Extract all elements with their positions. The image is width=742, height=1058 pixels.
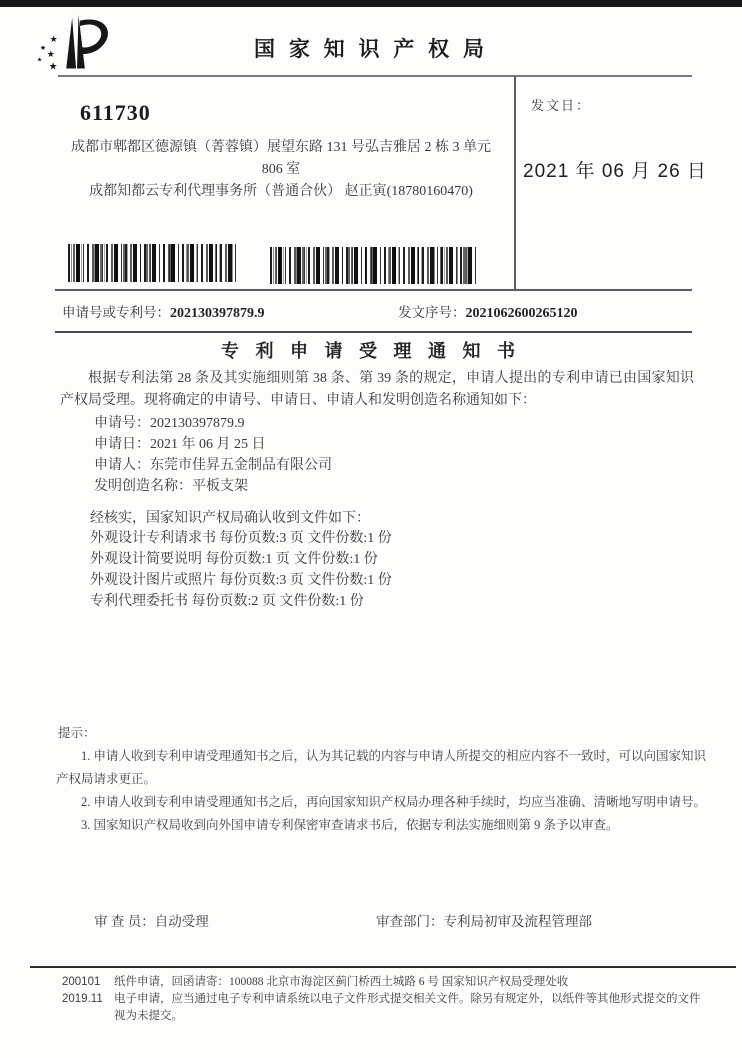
svg-text:★: ★ <box>46 48 55 59</box>
issue-date-value: 2021 年 06 月 26 日 <box>523 161 707 182</box>
recipient-address <box>60 137 502 181</box>
tip-item-3: 3. 国家知识产权局收到向外国申请专利保密审查请求书后，依据专利法实施细则第 9 条予以审查。 <box>81 818 619 832</box>
notice-title: 专 利 申 请 受 理 通 知 书 <box>221 341 521 361</box>
examiner-label: 审 查 员： <box>94 914 155 929</box>
field-value: 平板支架 <box>192 479 248 494</box>
scan-edge-artifact <box>0 0 742 7</box>
field-label: 申请日： <box>94 437 150 452</box>
footer-instructions <box>114 974 708 1025</box>
examiner-value: 自动受理 <box>154 914 209 929</box>
tip-item-2: 2. 申请人收到专利申请受理通知书之后，再向国家知识产权局办理各种手续时，均应当准确、清晰地写明申请号。 <box>81 795 707 809</box>
field-value: 2021 年 06 月 25 日 <box>150 437 266 452</box>
received-documents-list <box>90 528 392 612</box>
notice-intro-paragraph: 根据专利法第 28 条及其实施细则第 38 条、第 39 条的规定，申请人提出的专利申请已由国家知识产权局受理。现将确定的申请号、申请日、申请人和发明创造名称通知如下： <box>60 371 694 408</box>
field-label: 发明创造名称： <box>94 479 192 494</box>
serial-number-row <box>398 301 578 322</box>
tip-item-1: 1. 申请人收到专利申请受理通知书之后，认为其记载的内容与申请人所提交的相应内容不一致时，可以向国家知识产权局请求更正。 <box>56 749 707 786</box>
org-title: 国 家 知 识 产 权 局 <box>253 38 488 61</box>
document-item: 外观设计专利请求书 每份页数:3 页 文件份数:1 份 <box>90 531 392 546</box>
svg-text:★: ★ <box>39 44 46 52</box>
field-application-date <box>94 434 332 455</box>
footer-code-1: 200101 <box>62 976 101 988</box>
application-number-label: 申请号或专利号： <box>62 305 170 320</box>
department-label: 审查部门： <box>376 914 444 929</box>
divider-below-meta <box>55 331 692 333</box>
document-item: 外观设计简要说明 每份页数:1 页 文件份数:1 份 <box>90 552 378 567</box>
issue-date-label: 发文日： <box>531 98 592 113</box>
field-label: 申请号： <box>94 416 150 431</box>
field-application-number <box>94 413 332 434</box>
field-label: 申请人： <box>94 458 150 473</box>
svg-text:★: ★ <box>48 61 58 73</box>
footer-paper-filing-line: 纸件申请，回函请寄：100088 北京市海淀区蓟门桥西土城路 6 号 国家知识产权局受理处收 <box>114 976 569 988</box>
application-number-value: 202130397879.9 <box>170 306 265 321</box>
field-invention-name <box>94 476 332 497</box>
barcode-left <box>68 244 238 282</box>
document-item: 外观设计图片或照片 每份页数:3 页 文件份数:1 份 <box>90 573 392 588</box>
department-row <box>376 910 592 930</box>
examiner-row <box>94 910 209 930</box>
agent-line: 成都知都云专利代理事务所（普通合伙） 赵正寅(18780160470) <box>89 184 473 199</box>
field-value: 东莞市佳昇五金制品有限公司 <box>150 458 332 473</box>
application-fields <box>94 413 332 497</box>
footer-code-2: 2019.11 <box>62 993 103 1005</box>
address-line-1: 成都市郫都区德源镇（菁蓉镇）展望东路 131 号弘吉雅居 2 栋 3 单元 <box>71 140 491 155</box>
svg-text:★: ★ <box>49 34 58 45</box>
field-applicant <box>94 455 332 476</box>
footer-e-filing-line: 电子申请，应当通过电子专利申请系统以电子文件形式提交相关文件。除另有规定外，以纸件等其他形式提交的文件视为未提交。 <box>114 993 701 1022</box>
serial-number-label: 发文序号： <box>398 305 466 320</box>
footer-divider <box>30 966 736 968</box>
address-line-2: 806 室 <box>261 162 301 177</box>
header-divider <box>58 75 692 77</box>
received-documents-intro: 经核实，国家知识产权局确认收到文件如下： <box>90 511 370 526</box>
tips-title: 提示： <box>58 726 96 740</box>
department-value: 专利局初审及流程管理部 <box>443 914 592 929</box>
svg-text:★: ★ <box>36 57 43 64</box>
postal-code: 611730 <box>80 100 151 125</box>
document-item: 专利代理委托书 每份页数:2 页 文件份数:1 份 <box>90 594 364 609</box>
footer-form-codes <box>62 974 103 1008</box>
serial-number-value: 2021062600265120 <box>465 306 578 321</box>
barcode-right <box>270 247 477 284</box>
divider-above-meta <box>55 289 692 291</box>
application-number-row <box>62 301 265 322</box>
field-value: 202130397879.9 <box>150 416 245 431</box>
date-box-border <box>514 76 516 289</box>
